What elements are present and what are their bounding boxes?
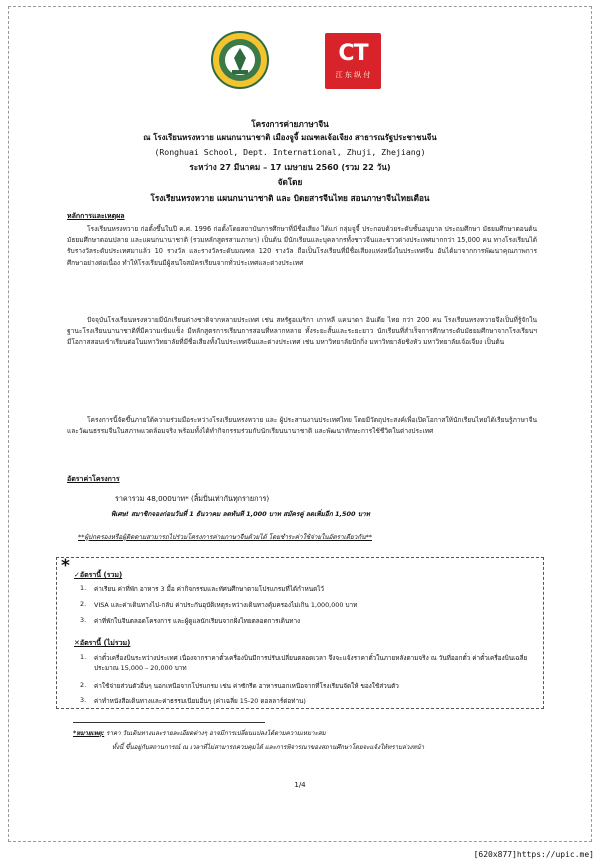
asterisk-mark: *: [61, 556, 70, 576]
footnote-text-2: ทั้งนี้ ขึ้นอยู่กับสถานการณ์ ณ เวลาที่ไม่สามารถควบคุมได้ และการพิจารณาของสถานศึกษาโดยจะแจ้งให้ทราบล่วงหน้า: [112, 744, 425, 751]
fee-heading: อัตราค่าโครงการ: [67, 475, 120, 483]
fee-special-note: พิเศษ! สมาชิกจองก่อนวันที่ 1 ธันวาคม ลดทันที 1,000 บาท สมัครคู่ ลดเพิ่มอีก 1,500 บาท: [111, 510, 370, 518]
rationale-paragraph-2: ปัจจุบันโรงเรียนหรงหวายมีนักเรียนต่างชาติจากหลายประเทศ เช่น สหรัฐอเมริกา เกาหลี แคนาดา อินเดีย ไทย กว่า 200 คน โรงเรียนหรงหวายจึงเป็นที่รู้จักในฐานะโรงเรียนนานาชาติที่มีความเข้มแข็ง มีหลักสูตรการเรียนการสอนที่หลากหลาย ทั้งระยะสั้นและระยะยาว นักเรียนที่สำเร็จการศึกษาระดับมัธยมศึกษาจากโรงเรียนฯ มีโอกาสสอบเข้าเรียนต่อในมหาวิทยาลัยที่มีชื่อเสียงทั้งในประเทศจีนและต่างประเทศ เช่น มหาวิทยาลัยปักกิ่ง มหาวิทยาลัยชิงหัว มหาวิทยาลัยเจ้อเจียง เป็นต้น: [67, 316, 537, 347]
fee-price: ราคารวม 48,000บาท* (ลิ้มปั่นเท่ากันทุกรายการ): [115, 494, 270, 503]
project-title: โครงการค่ายภาษาจีน: [251, 119, 329, 129]
excluded-number: 1.: [80, 653, 87, 661]
excluded-item: ค่าตั๋วเครื่องบินระหว่างประเทศ เนื่องจากราคาตั๋วเครื่องบินมีการปรับเปลี่ยนตลอดเวลา จึงจะแจ้งราคาตั๋วในภายหลังตามจริง ณ วันที่ออกตั๋ว ค่าตั๋วเครื่องบินเฉลี่ยประมาณ 15,000 – 20,000 บาท: [94, 654, 528, 672]
rationale-paragraph-1: โรงเรียนหรงหวาย ก่อตั้งขึ้นในปี ค.ศ. 1996 ก่อตั้งโดยสถาบันการศึกษาที่มีชื่อเสียง ได้แก่ กลุ่มจูจี้ ประกอบด้วยระดับชั้นอนุบาล ประถมศึกษา มัธยมศึกษาตอนต้น มัธยมศึกษาตอนปลาย และแผนกนานาชาติ (รวมหลักสูตรสามภาษา) เป็นต้น มีนักเรียนและบุคลากรทั้งชาวจีนและชาวต่างประเทศมากกว่า 15,000 คน ทางโรงเรียนได้รับรางวัลระดับประเทศมาแล้ว 10 รางวัล และรางวัลระดับมณฑล 120 รางวัล ถือเป็นโรงเรียนที่มีชื่อเสียงแห่งหนึ่งในประเทศจีน อันได้มาจากการพัฒนาคุณภาพการศึกษาอย่างต่อเนื่อง ทำให้โรงเรียนมีผู้สนใจสมัครเรียนจากทั่วประเทศและต่างประเทศ: [67, 225, 537, 267]
included-number: 2.: [80, 600, 87, 608]
project-dates: ระหว่าง 27 มีนาคม – 17 เมษายน 2560 (รวม 22 วัน): [189, 162, 391, 172]
page-number: 1/4: [294, 781, 306, 789]
footnote-separator: [73, 722, 265, 723]
included-item: ค่าที่พักในจีนตลอดโครงการ และผู้ดูแลนักเรียนจากฝั่งไทยตลอดการเดินทาง: [94, 617, 301, 625]
fee-guardian-note: **ผู้ปกครองหรือผู้ติดตามสามารถไปร่วมโครงการค่ายภาษาจีนด้วยได้ โดยชำระค่าใช้จ่ายในอัตราเดียวกัน**: [78, 533, 372, 541]
organizers: โรงเรียนหรงหวาย แผนกนานาชาติ และ บิดยสารจีนไทย สอนภาษาจีนไทยเตือน: [150, 193, 430, 203]
excluded-item: ค่าใช้จ่ายส่วนตัวอื่นๆ นอกเหนือจากโปรแกรม เช่น ค่าซักรีด อาหารนอกเหนือจากที่โรงเรียนจัดให้ ของใช้ส่วนตัว: [94, 682, 399, 690]
ct-logo-subtext: 江 东 纵 付: [335, 71, 371, 79]
excluded-heading: ✕อัตรานี้ (ไม่รวม): [74, 639, 131, 647]
footnote-line-1: [73, 728, 543, 739]
organized-by-label: จัดโดย: [277, 177, 303, 187]
excluded-item: ค่าทำหนังสือเดินทางและค่าธรรมเนียมอื่นๆ (ค่าเฉลี่ย 15-20 ดอลลาร์ต่อท่าน): [94, 697, 306, 705]
footnote-text-1: ราคา วันเดินทางและรายละเอียดต่างๆ อาจมีการเปลี่ยนแปลงได้ตามความเหมาะสม: [106, 730, 326, 737]
rationale-heading: หลักการและเหตุผล: [67, 212, 125, 220]
rationale-paragraph-3: โครงการนี้จัดขึ้นภายใต้ความร่วมมือระหว่างโรงเรียนหรงหวาย และ ผู้ประสานงานประเทศไทย โดยมีวัตถุประสงค์เพื่อเปิดโอกาสให้นักเรียนไทยได้เรียนรู้ภาษาจีนและวัฒนธรรมจีนในสภาพแวดล้อมจริง พร้อมทั้งได้ทำกิจกรรมร่วมกับนักเรียนนานาชาติ และพัฒนาทักษะการใช้ชีวิตในต่างประเทศ: [67, 416, 537, 436]
footnote-label: *หมายเหตุ:: [73, 730, 105, 737]
included-heading: ✓อัตรานี้ (รวม): [74, 571, 123, 579]
included-number: 1.: [80, 584, 87, 592]
included-item: VISA และค่าเดินทางไป-กลับ ค่าประกันอุบัติเหตุระหว่างเดินทางคุ้มครองไม่เกิน 1,000,000 บาท: [94, 601, 358, 609]
ct-logo: [325, 33, 381, 89]
included-number: 3.: [80, 616, 87, 624]
project-location: ณ โรงเรียนหรงหวาย แผนกนานาชาติ เมืองจูจี้ มณฑลเจ้อเจียง สาธารณรัฐประชาชนจีน: [143, 133, 437, 142]
excluded-number: 2.: [80, 681, 87, 689]
included-item: ค่าเรียน ค่าที่พัก อาหาร 3 มื้อ ค่ากิจกรรมและทัศนศึกษาตามโปรแกรมที่ได้กำหนดไว้: [94, 585, 325, 593]
project-location-english: (Ronghuai School, Dept. International, Zhuji, Zhejiang): [154, 147, 426, 157]
school-logo: [210, 30, 270, 90]
watermark-text: [620x877]https://upic.me]: [473, 850, 594, 859]
ct-logo-text: CT: [338, 41, 368, 66]
excluded-number: 3.: [80, 696, 87, 704]
